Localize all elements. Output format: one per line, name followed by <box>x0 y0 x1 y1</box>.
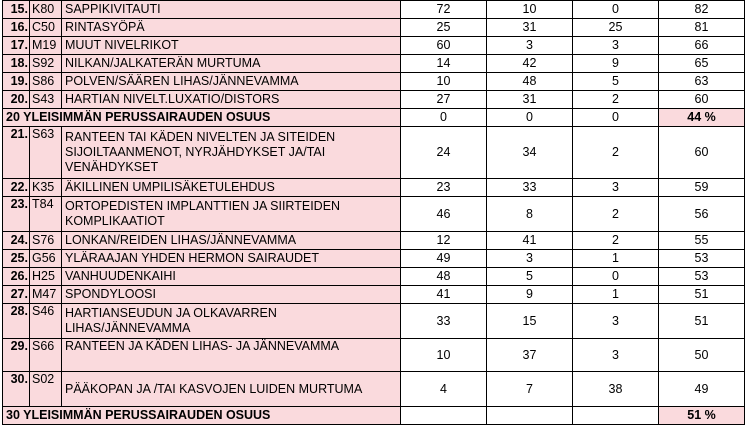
name-cell: RANTEEN JA KÄDEN LIHAS- JA JÄNNEVAMMA <box>62 339 401 372</box>
summary-row-20 <box>3 109 745 127</box>
rank-cell: 17. <box>3 37 30 55</box>
code-cell: S46 <box>30 304 62 339</box>
rank-cell: 29. <box>3 339 30 372</box>
total-cell: 51 <box>659 304 745 339</box>
rank-cell: 21. <box>3 127 30 179</box>
code-cell: S76 <box>30 232 62 250</box>
code-cell: S63 <box>30 127 62 179</box>
value1-cell: 60 <box>401 37 487 55</box>
name-cell: RINTASYÖPÄ <box>62 19 401 37</box>
total-cell: 49 <box>659 372 745 407</box>
rank-cell: 20. <box>3 91 30 109</box>
total-cell: 60 <box>659 127 745 179</box>
total-cell: 81 <box>659 19 745 37</box>
value1-cell: 27 <box>401 91 487 109</box>
value1-cell: 12 <box>401 232 487 250</box>
summary-30-value3 <box>573 407 659 425</box>
name-cell: YLÄRAAJAN YHDEN HERMON SAIRAUDET <box>62 250 401 268</box>
name-cell: ORTOPEDISTEN IMPLANTTIEN JA SIIRTEIDEN KOMPLIKAATIOT <box>62 197 401 232</box>
table-row <box>3 197 745 232</box>
summary-30-total: 51 % <box>659 407 745 425</box>
total-cell: 53 <box>659 268 745 286</box>
rank-cell: 26. <box>3 268 30 286</box>
value2-cell: 15 <box>487 304 573 339</box>
table-row <box>3 73 745 91</box>
value2-cell: 3 <box>487 37 573 55</box>
value3-cell: 5 <box>573 73 659 91</box>
total-cell: 65 <box>659 55 745 73</box>
summary-30-label: 30 YLEISIMMÄN PERUSSAIRAUDEN OSUUS <box>3 407 401 425</box>
total-cell: 82 <box>659 1 745 19</box>
value1-cell: 24 <box>401 127 487 179</box>
total-cell: 56 <box>659 197 745 232</box>
table-row <box>3 19 745 37</box>
value3-cell: 2 <box>573 197 659 232</box>
value2-cell: 48 <box>487 73 573 91</box>
value2-cell: 37 <box>487 339 573 372</box>
code-cell: S02 <box>30 372 62 407</box>
code-cell: K35 <box>30 179 62 197</box>
value2-cell: 7 <box>487 372 573 407</box>
table-row <box>3 127 745 179</box>
table-row <box>3 55 745 73</box>
table-row <box>3 91 745 109</box>
value3-cell: 1 <box>573 250 659 268</box>
table-row <box>3 286 745 304</box>
rank-cell: 15. <box>3 1 30 19</box>
name-cell: HARTIAN NIVELT.LUXATIO/DISTORS <box>62 91 401 109</box>
name-cell: RANTEEN TAI KÄDEN NIVELTEN JA SITEIDEN SIJOILTAANMENOT, NYRJÄHDYKSET JA/TAI VENÄHDYKSET <box>62 127 401 179</box>
summary-30-value2 <box>487 407 573 425</box>
code-cell: G56 <box>30 250 62 268</box>
value1-cell: 72 <box>401 1 487 19</box>
value2-cell: 10 <box>487 1 573 19</box>
code-cell: S66 <box>30 339 62 372</box>
table-row <box>3 37 745 55</box>
value3-cell: 3 <box>573 304 659 339</box>
disease-table <box>2 0 745 425</box>
table-row <box>3 268 745 286</box>
table-row <box>3 372 745 407</box>
rank-cell: 16. <box>3 19 30 37</box>
name-cell: POLVEN/SÄÄREN LIHAS/JÄNNEVAMMA <box>62 73 401 91</box>
rank-cell: 30. <box>3 372 30 407</box>
value3-cell: 2 <box>573 232 659 250</box>
name-cell: VANHUUDENKAIHI <box>62 268 401 286</box>
code-cell: S86 <box>30 73 62 91</box>
code-cell: T84 <box>30 197 62 232</box>
name-cell: LONKAN/REIDEN LIHAS/JÄNNEVAMMA <box>62 232 401 250</box>
rank-cell: 27. <box>3 286 30 304</box>
value3-cell: 9 <box>573 55 659 73</box>
value3-cell: 1 <box>573 286 659 304</box>
code-cell: M19 <box>30 37 62 55</box>
table-row <box>3 179 745 197</box>
name-cell: MUUT NIVELRIKOT <box>62 37 401 55</box>
code-cell: H25 <box>30 268 62 286</box>
value3-cell: 3 <box>573 339 659 372</box>
value3-cell: 0 <box>573 1 659 19</box>
value1-cell: 14 <box>401 55 487 73</box>
value1-cell: 4 <box>401 372 487 407</box>
value3-cell: 2 <box>573 91 659 109</box>
summary-20-value3: 0 <box>573 109 659 127</box>
rank-cell: 23. <box>3 197 30 232</box>
total-cell: 53 <box>659 250 745 268</box>
value2-cell: 42 <box>487 55 573 73</box>
value3-cell: 25 <box>573 19 659 37</box>
code-cell: C50 <box>30 19 62 37</box>
total-cell: 60 <box>659 91 745 109</box>
value2-cell: 31 <box>487 19 573 37</box>
table-row <box>3 304 745 339</box>
summary-row-30 <box>3 407 745 425</box>
value3-cell: 3 <box>573 37 659 55</box>
summary-20-label: 20 YLEISIMMÄN PERUSSAIRAUDEN OSUUS <box>3 109 401 127</box>
rank-cell: 25. <box>3 250 30 268</box>
total-cell: 55 <box>659 232 745 250</box>
value1-cell: 25 <box>401 19 487 37</box>
total-cell: 59 <box>659 179 745 197</box>
value3-cell: 38 <box>573 372 659 407</box>
rank-cell: 22. <box>3 179 30 197</box>
total-cell: 63 <box>659 73 745 91</box>
summary-20-value1: 0 <box>401 109 487 127</box>
value2-cell: 3 <box>487 250 573 268</box>
name-cell: NILKAN/JALKATERÄN MURTUMA <box>62 55 401 73</box>
table-row <box>3 250 745 268</box>
value2-cell: 5 <box>487 268 573 286</box>
value1-cell: 41 <box>401 286 487 304</box>
value1-cell: 10 <box>401 73 487 91</box>
code-cell: K80 <box>30 1 62 19</box>
total-cell: 51 <box>659 286 745 304</box>
value2-cell: 41 <box>487 232 573 250</box>
table-row <box>3 339 745 372</box>
value3-cell: 2 <box>573 127 659 179</box>
name-cell: HARTIANSEUDUN JA OLKAVARREN LIHAS/JÄNNEVAMMA <box>62 304 401 339</box>
code-cell: S92 <box>30 55 62 73</box>
code-cell: M47 <box>30 286 62 304</box>
value2-cell: 34 <box>487 127 573 179</box>
summary-20-value2: 0 <box>487 109 573 127</box>
value1-cell: 10 <box>401 339 487 372</box>
code-cell: S43 <box>30 91 62 109</box>
value1-cell: 46 <box>401 197 487 232</box>
value3-cell: 0 <box>573 268 659 286</box>
value3-cell: 3 <box>573 179 659 197</box>
summary-30-value1 <box>401 407 487 425</box>
name-cell: PÄÄKOPAN JA /TAI KASVOJEN LUIDEN MURTUMA <box>62 372 401 407</box>
rank-cell: 19. <box>3 73 30 91</box>
table-row <box>3 232 745 250</box>
name-cell: ÄKILLINEN UMPILISÄKETULEHDUS <box>62 179 401 197</box>
total-cell: 50 <box>659 339 745 372</box>
rank-cell: 28. <box>3 304 30 339</box>
table-row <box>3 1 745 19</box>
value1-cell: 48 <box>401 268 487 286</box>
value1-cell: 49 <box>401 250 487 268</box>
rank-cell: 18. <box>3 55 30 73</box>
name-cell: SPONDYLOOSI <box>62 286 401 304</box>
value1-cell: 23 <box>401 179 487 197</box>
summary-20-total: 44 % <box>659 109 745 127</box>
value2-cell: 33 <box>487 179 573 197</box>
value1-cell: 33 <box>401 304 487 339</box>
total-cell: 66 <box>659 37 745 55</box>
rank-cell: 24. <box>3 232 30 250</box>
value2-cell: 8 <box>487 197 573 232</box>
name-cell: SAPPIKIVITAUTI <box>62 1 401 19</box>
value2-cell: 31 <box>487 91 573 109</box>
value2-cell: 9 <box>487 286 573 304</box>
